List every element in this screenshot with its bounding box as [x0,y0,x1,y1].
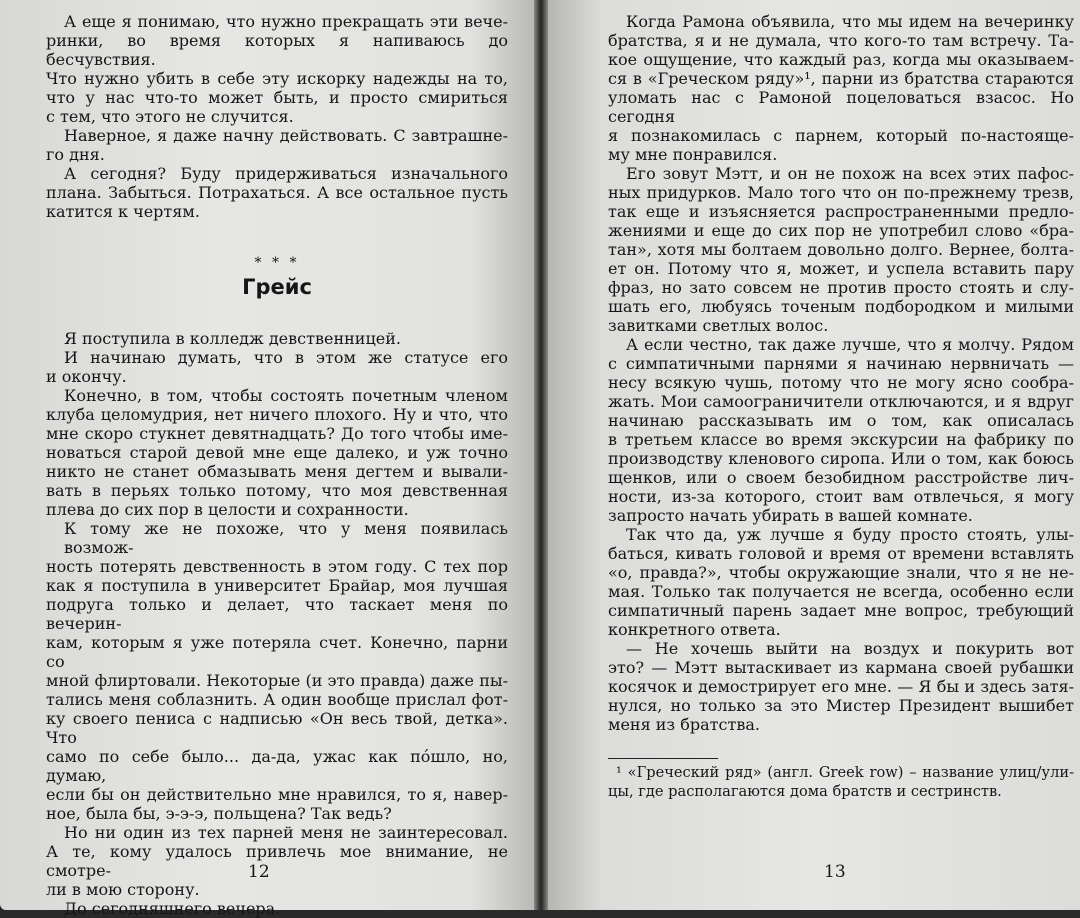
text-line: конкретного ответа. [608,620,781,639]
left-page [0,0,534,918]
text-line: жениями и еще до сих пор не употребил слово «бра- [608,221,1074,240]
text-line: И начинаю думать, что в этом же статусе его [64,348,508,367]
text-line: К тому же не похоже, что у меня появилась возмож- [64,519,508,557]
text-line: несу всякую чушь, потому что не могу ясно сообра- [608,373,1074,392]
text-line: ности, из-за которого, стоит вам отвлечься, я могу [608,487,1074,506]
text-line: косячок и демострирует его мне. — Я бы и здесь затя- [608,677,1074,696]
text-line: А сегодня? Буду придерживаться изначального [64,164,508,183]
text-line: «о, правда?», чтобы окружающие знали, что я не не- [608,563,1074,582]
text-line: так еще и изъясняется распространенными предло- [608,202,1074,221]
text-line: новаться старой девой мне еще далеко, и уж точно [46,443,508,462]
text-line: мая. Только так получается не всегда, особенно если [608,582,1074,601]
text-line: Когда Рамона объявила, что мы идем на вечеринку [626,12,1074,31]
text-line: производству кленового сиропа. Или о том, как боюсь [608,449,1074,468]
footnote-rule [608,758,718,759]
text-line: вать в перьях только потому, что моя девственная [46,481,508,500]
text-line: подруга только и делает, что таскает меня по вечерин- [46,595,508,633]
text-line: му мне понравился. [608,145,778,164]
text-line: тались меня соблазнить. А один вообще прислал фот- [46,690,508,709]
text-line: с симпатичными парнями я начинаю нервничать — [608,354,1074,373]
text-line: катится к чертям. [46,202,200,221]
text-line: никто не станет обмазывать меня дегтем и вывали- [46,462,508,481]
text-line: А еще я понимаю, что нужно прекращать эти вече- [64,12,508,31]
text-line: братства, я и не думала, что кого-то там встречу. Та- [608,31,1074,50]
text-line: я познакомилась с парнем, который по-настояще- [608,126,1074,145]
text-line: Его зовут Мэтт, и он не похож на всех этих пафос- [626,164,1074,183]
text-line: мной флиртовали. Некоторые (и это правда) даже пы- [46,671,508,690]
text-line: в третьем классе во время экскурсии на фабрику по [608,430,1074,449]
text-line: мне скоро стукнет девятнадцать? До того чтобы име- [46,424,508,443]
text-line: щенков, или о своем безобидном расстройстве лич- [608,468,1074,487]
text-line: го дня. [46,145,105,164]
text-line: ся в «Греческом ряду»¹, парни из братства стараются [608,69,1074,88]
text-line: ных придурков. Мало того что он по-прежнему трезв, [608,183,1074,202]
footnote [608,763,1074,801]
text-line: шать его, любуясь точеным подбородком и милыми [608,297,1074,316]
left-top-text [46,12,508,221]
text-line: ку своего пениса с надписью «Он весь твой, детка». Что [46,709,508,747]
section-separator: * * * [254,255,300,271]
text-line: ное, была бы, э-э-э, польщена? Так ведь? [46,804,392,823]
text-line: нулся, но только за это Мистер Президент вышибет [608,696,1074,715]
left-body-text [46,329,508,918]
text-line: ринки, во время которых я напиваюсь до бесчувствия. [46,31,508,69]
text-line: Что нужно убить в себе эту искорку надежды на то, [46,69,508,88]
text-line: кам, которым я уже потеряла счет. Конечно, парни со [46,633,508,671]
text-line: ¹ «Греческий ряд» (англ. Greek row) – название улиц/ули- [616,764,1074,781]
text-line: До сегодняшнего вечера. [64,899,281,918]
text-line: Так что да, уж лучше я буду просто стоять, улы- [626,525,1074,544]
page-number-left: 12 [248,862,270,882]
text-line: фраз, но зато совсем не против просто стоять и слу- [608,278,1074,297]
text-line: А если честно, так даже лучше, что я молчу. Рядом [626,335,1074,354]
book-gutter [534,0,548,910]
text-line: плана. Забыться. Потрахаться. А все остальное пусть [46,183,508,202]
text-line: ли в мою сторону. [46,880,200,899]
text-line: жать. Мои самоограничители отключаются, и я вдруг [608,392,1074,411]
text-line: симпатичный парень задает мне вопрос, требующий [608,601,1074,620]
text-line: тан», хотя мы болтаем довольно долго. Вернее, болта- [608,240,1074,259]
text-line: что у нас что-то может быть, и просто смириться [46,88,508,107]
text-line: уломать нас с Рамоной поцеловаться взасос. Но сегодня [608,88,1074,126]
text-line: баться, кивать головой и время от времени вставлять [608,544,1074,563]
text-line: само по себе было... да-да, ужас как пóшло, но, думаю, [46,747,508,785]
text-line: ет он. Потому что я, может, и успела вставить пару [608,259,1074,278]
text-line: запросто начать убирать в вашей комнате. [608,506,973,525]
text-line: клуба целомудрия, нет ничего плохого. Ну и что, что [46,405,508,424]
text-line: — Не хочешь выйти на воздух и покурить вот [626,639,1074,658]
text-line: как я поступила в университет Брайар, моя лучшая [46,576,508,595]
page-number-right: 13 [824,862,846,882]
text-line: плева до сих пор в целости и сохранности. [46,500,409,519]
text-line: Конечно, в том, чтобы состоять почетным членом [64,386,508,405]
text-line: начинаю рассказывать им о том, как описалась [608,411,1074,430]
chapter-title: Грейс [242,275,312,299]
text-line: ность потерять девственность в этом году. С тех пор [46,557,508,576]
text-line: завитками светлых волос. [608,316,829,335]
text-line: с тем, что этого не случится. [46,107,294,126]
text-line: Я поступила в колледж девственницей. [64,329,401,348]
right-body-text [608,12,1074,734]
text-line: и окончу. [46,367,127,386]
text-line: кое ощущение, что каждый раз, когда мы оказываем- [608,50,1074,69]
text-line: Наверное, я даже начну действовать. С завтрашне- [64,126,508,145]
text-line: если бы он действительно мне нравился, то я, навер- [46,785,508,804]
text-line: меня из братства. [608,715,760,734]
text-line: цы, где располагаются дома братств и сестринств. [608,783,1002,800]
text-line: Но ни один из тех парней меня не заинтересовал. [64,823,508,842]
text-line: А те, кому удалось привлечь мое внимание, не смотре- [46,842,508,880]
text-line: это? — Мэтт вытаскивает из кармана своей рубашки [608,658,1074,677]
right-page [548,0,1080,910]
